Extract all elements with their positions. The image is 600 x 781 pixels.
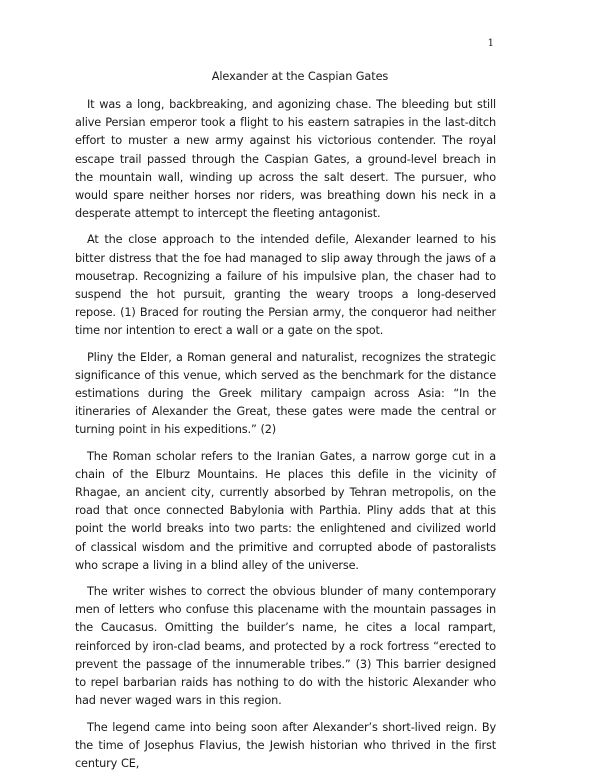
paragraph: The writer wishes to correct the obvious blunder of many contemporary men of letters who confuse this placename with the mountain passages in the Caucasus. Omitting the builder’s name, he cites a local rampart, reinforced by iron-clad beams, and protected by a rock fortress “erected to prevent the passage of the innumerable tribes.” (3) This barrier designed to repel barbarian raids has nothing to do with the historic Alexander who had never waged wars in this region.: [75, 585, 496, 708]
paragraph: At the close approach to the intended defile, Alexander learned to his bitter distress that the foe had managed to slip away through the jaws of a mousetrap. Recognizing a failure of his impulsive plan, the chaser had to suspend the hot pursuit, granting the weary troops a long-deserved repose. (1) Braced for routing the Persian army, the conqueror had neither time nor intention to erect a wall or a gate on the spot.: [75, 233, 496, 338]
body-text: [75, 96, 496, 781]
paragraph: The legend came into being soon after Alexander’s short-lived reign. By the time of Josephus Flavius, the Jewish historian who thrived in the first century CE,: [75, 720, 496, 770]
paragraph: The Roman scholar refers to the Iranian Gates, a narrow gorge cut in a chain of the Elburz Mountains. He places this defile in the vicinity of Rhagae, an ancient city, currently absorbed by Tehran metropolis, on the road that once connected Babylonia with Parthia. Pliny adds that at this point the world breaks into two parts: the enlightened and civilized world of classical wisdom and the primitive and corrupted abode of pastoralists who scrape a living in a blind alley of the universe.: [75, 449, 496, 572]
paragraph: Pliny the Elder, a Roman general and naturalist, recognizes the strategic significance of this venue, which served as the benchmark for the distance estimations during the Greek military campaign across Asia: “In the itineraries of Alexander the Great, these gates were made the central or turning point in his expeditions.” (2): [75, 350, 496, 437]
page-number: 1: [487, 38, 494, 49]
paragraph: It was a long, backbreaking, and agonizing chase. The bleeding but still alive Persian emperor took a flight to his eastern satrapies in the last-ditch effort to muster a new army against his victorious contender. The royal escape trail passed through the Caspian Gates, a ground-level breach in the mountain wall, winding up across the salt desert. The pursuer, who would spare neither horses nor riders, was breathing down his neck in a desperate attempt to intercept the fleeting antagonist.: [75, 98, 496, 221]
document-title: Alexander at the Caspian Gates: [211, 70, 389, 83]
